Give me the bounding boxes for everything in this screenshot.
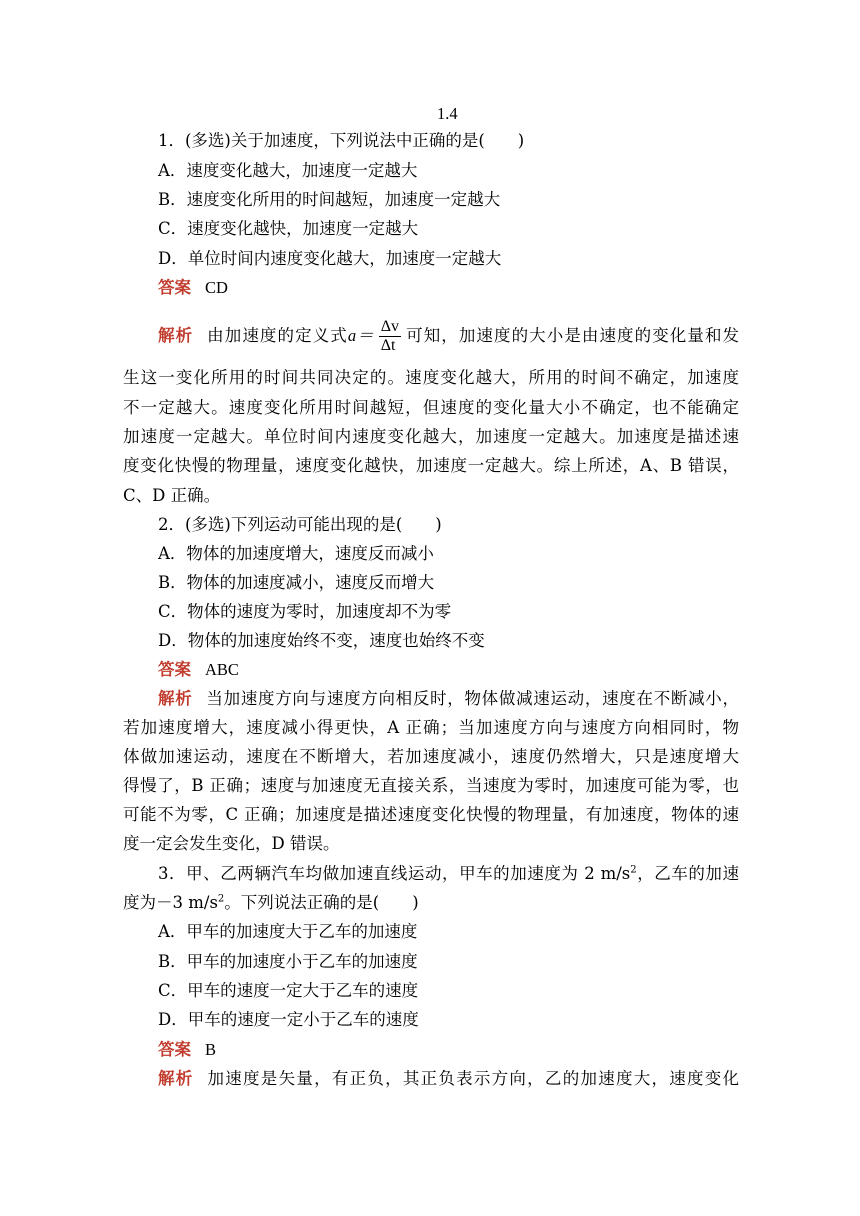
q2-analysis-line: 若加速度增大，速度减小得更快，A 正确；当加速度方向与速度方向相同时，物 xyxy=(123,718,739,737)
q1-option-d: D．单位时间内速度变化越大，加速度一定越大 xyxy=(158,249,502,268)
stem-text: ，乙车的加速 xyxy=(636,864,739,883)
answer-label: 答案 xyxy=(158,278,191,297)
q1-analysis-first xyxy=(158,318,739,355)
superscript: 2 xyxy=(630,864,637,876)
q2-analysis-first xyxy=(158,687,739,711)
answer-value: B xyxy=(205,1040,217,1059)
analysis-text: 加速度是矢量，有正负，其正负表示方向，乙的加速度大，速度变化 xyxy=(207,1069,740,1088)
q1-analysis-line: 度变化快慢的物理量，速度变化越快，加速度一定越大。综上所述，A、B 错误， xyxy=(123,456,739,475)
answer-label: 答案 xyxy=(158,660,191,679)
q1-analysis-line: C、D 正确。 xyxy=(123,486,221,505)
q1-analysis-line: 不一定越大。速度变化所用时间越短，但速度的变化量大小不确定，也不能确定 xyxy=(123,398,739,417)
q2-analysis-line: 可能不为零，C 正确；加速度是描述速度变化快慢的物理量，有加速度，物体的速 xyxy=(123,805,739,824)
superscript: 2 xyxy=(217,893,225,905)
q2-stem: 2．(多选)下列运动可能出现的是( ) xyxy=(158,515,442,534)
q3-answer xyxy=(158,1038,739,1062)
q1-analysis-line: 加速度一定越大。单位时间内速度变化越大，加速度一定越大。加速度是描述速 xyxy=(123,427,739,446)
q1-answer xyxy=(158,276,739,300)
analysis-label: 解析 xyxy=(158,326,194,345)
q2-answer xyxy=(158,658,739,682)
q3-option-c: C．甲车的速度一定大于乙车的速度 xyxy=(158,981,419,1000)
answer-value: ABC xyxy=(205,660,239,679)
page-title: 1.4 xyxy=(437,104,458,123)
q3-option-b: B．甲车的加速度小于乙车的加速度 xyxy=(158,952,418,971)
q3-stem-line2 xyxy=(123,891,739,915)
answer-value: CD xyxy=(205,278,228,297)
formula-fraction xyxy=(379,318,401,355)
q3-option-a: A．甲车的加速度大于乙车的加速度 xyxy=(158,922,418,941)
q2-option-a: A．物体的加速度增大，速度反而减小 xyxy=(158,544,434,563)
analysis-label: 解析 xyxy=(158,689,193,708)
stem-text: 。下列说法正确的是( ) xyxy=(224,893,419,912)
q2-analysis-line: 度一定会发生变化，D 错误。 xyxy=(123,834,340,853)
q2-option-b: B．物体的加速度减小，速度反而增大 xyxy=(158,573,435,592)
q2-analysis-line: 体做加速运动，速度在不断增大，若加速度减小，速度仍然增大，只是速度增大 xyxy=(123,747,739,766)
q2-option-d: D．物体的加速度始终不变，速度也始终不变 xyxy=(158,631,485,650)
stem-text: 3．甲、乙两辆汽车均做加速直线运动，甲车的加速度为 2 m/s xyxy=(158,864,631,883)
stem-text: 度为－3 m/s xyxy=(123,893,218,912)
q2-analysis-line: 得慢了，B 正确；速度与加速度无直接关系，当速度为零时，加速度可能为零，也 xyxy=(123,776,739,795)
q1-analysis-line: 生这一变化所用的时间共同决定的。速度变化越大，所用的时间不确定，加速度 xyxy=(123,368,739,387)
q1-option-b: B．速度变化所用的时间越短，加速度一定越大 xyxy=(158,190,501,209)
formula-denominator: Δt xyxy=(380,337,396,354)
analysis-label: 解析 xyxy=(158,1069,194,1088)
q1-stem: 1．(多选)关于加速度，下列说法中正确的是( ) xyxy=(158,131,525,150)
q3-stem-line1 xyxy=(158,862,739,886)
analysis-text: 当加速度方向与速度方向相反时，物体做减速运动，速度在不断减小， xyxy=(206,689,739,708)
q3-option-d: D．甲车的速度一定小于乙车的速度 xyxy=(158,1010,419,1029)
q1-option-c: C．速度变化越快，加速度一定越大 xyxy=(158,219,419,238)
formula-lhs: a＝ xyxy=(347,326,375,345)
q1-option-a: A．速度变化越大，加速度一定越大 xyxy=(158,161,418,180)
answer-label: 答案 xyxy=(158,1040,191,1059)
formula-numerator: Δv xyxy=(380,318,400,335)
analysis-text: 可知，加速度的大小是由速度的变化量和发 xyxy=(405,326,740,345)
analysis-text: 由加速度的定义式 xyxy=(207,326,348,345)
q3-analysis-first xyxy=(158,1067,739,1091)
q2-option-c: C．物体的速度为零时，加速度却不为零 xyxy=(158,602,452,621)
